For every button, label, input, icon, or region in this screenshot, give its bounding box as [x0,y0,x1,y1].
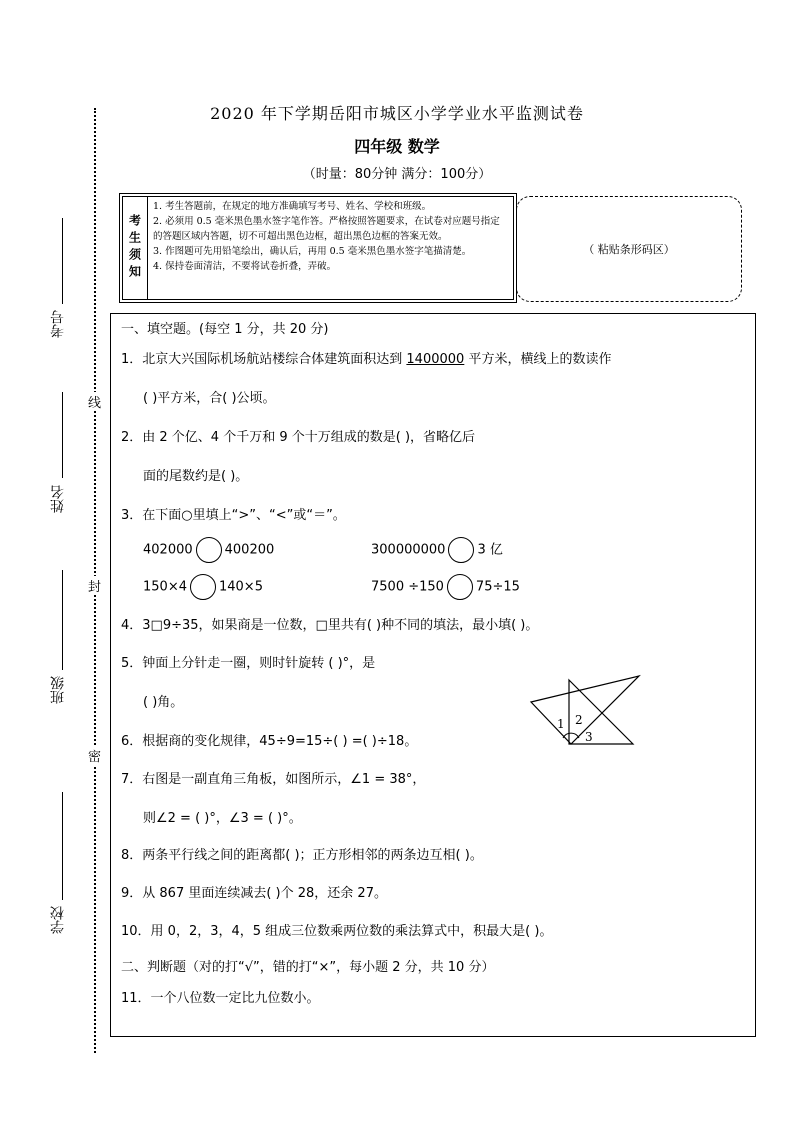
exam-time-info: （时量：80分钟 满分：100分） [302,167,492,182]
angle-label-2: 2 [575,713,583,727]
notice-item: 3. 作图题可先用铅笔绘出，确认后，再用 0.5 毫米黑色墨水签字笔描清楚。 [153,246,472,257]
compare-row-1-right: 300000000 3 亿 [371,537,503,563]
section-1-heading: 一、填空题。(每空 1 分，共 20 分) [121,322,329,337]
notice-text [153,199,509,274]
exam-number-field[interactable] [62,218,63,304]
notice-item: 4. 保持卷面清洁，不要将试卷折叠，弄破。 [153,261,337,272]
question-1-line-1: 1．北京大兴国际机场航站楼综合体建筑面积达到 1400000 平方米，横线上的数读作 [121,352,612,367]
seal-char-feng: 封 [88,576,101,595]
question-3: 3．在下面○里填上“>”、“<”或“＝”。 [121,508,346,523]
question-9[interactable]: 9．从 867 里面连续减去( )个 28，还余 27。 [121,886,387,901]
school-field[interactable] [62,792,63,900]
name-field[interactable] [62,392,63,478]
question-2-line-2[interactable]: 面的尾数约是( )。 [143,469,249,484]
exam-subtitle: 四年级 数学 [354,137,440,156]
barcode-label: （ 粘贴条形码区） [583,243,675,256]
question-8[interactable]: 8．两条平行线之间的距离都( )；正方形相邻的两条边互相( )。 [121,848,483,863]
angle-label-1: 1 [557,717,565,731]
seal-char-mi: 密 [88,746,101,765]
barcode-area [516,196,742,302]
class-field[interactable] [62,570,63,670]
question-4[interactable]: 4．3□9÷35，如果商是一位数，□里共有( )种不同的填法，最小填( )。 [121,618,539,633]
notice-item: 1. 考生答题前，在规定的地方准确填写考号、姓名、学校和班级。 [153,201,432,212]
seal-char-xian: 线 [88,392,101,411]
notice-item: 2. 必须用 0.5 毫米黑色墨水签字笔作答。严格按照答题要求，在试卷对应题号指定的答题区域内答题，切不可超出黑色边框，超出黑色边框的答案无效。 [153,216,500,242]
compare-row-2-right: 7500 ÷150 75÷15 [371,574,520,600]
name-label: 姓名 [50,485,66,513]
question-5-line-2[interactable]: ( )角。 [143,695,184,710]
compare-circle[interactable] [196,537,222,563]
area-number: 1400000 [406,352,465,367]
angle-label-3: 3 [585,730,593,744]
notice-label: 考生须知 [123,197,148,299]
question-2-line-1[interactable]: 2．由 2 个亿、4 个千万和 9 个十万组成的数是( )，省略亿后 [121,430,476,445]
question-area [110,313,756,1037]
compare-circle[interactable] [447,574,473,600]
compare-row-1-left: 402000 400200 [143,537,274,563]
section-2-heading: 二、判断题（对的打“√”，错的打“×”，每小题 2 分，共 10 分） [121,960,495,975]
exam-title: 2020 年下学期岳阳市城区小学学业水平监测试卷 [210,104,584,123]
question-1-line-2[interactable]: ( )平方米，合( )公顷。 [143,391,276,406]
candidate-notice-box [122,196,514,300]
question-7-line-2[interactable]: 则∠2 = ( )°，∠3 = ( )°。 [143,811,302,826]
set-square-figure [529,674,641,748]
question-6[interactable]: 6．根据商的变化规律，45÷9=15÷( ) =( )÷18。 [121,734,418,749]
question-11[interactable]: 11．一个八位数一定比九位数小。 [121,991,320,1006]
compare-circle[interactable] [448,537,474,563]
class-label: 班级 [50,676,66,704]
compare-row-2-left: 150×4 140×5 [143,574,263,600]
compare-circle[interactable] [190,574,216,600]
triangle-2 [569,680,633,744]
question-10[interactable]: 10．用 0，2，3，4，5 组成三位数乘两位数的乘法算式中，积最大是( )。 [121,924,553,939]
question-5-line-1[interactable]: 5．钟面上分针走一圈，则时针旋转 ( )°，是 [121,656,376,671]
question-7-line-1: 7．右图是一副直角三角板，如图所示，∠1 = 38°， [121,772,426,787]
exam-number-label: 考号 [50,310,66,338]
school-label: 学校 [50,906,66,934]
